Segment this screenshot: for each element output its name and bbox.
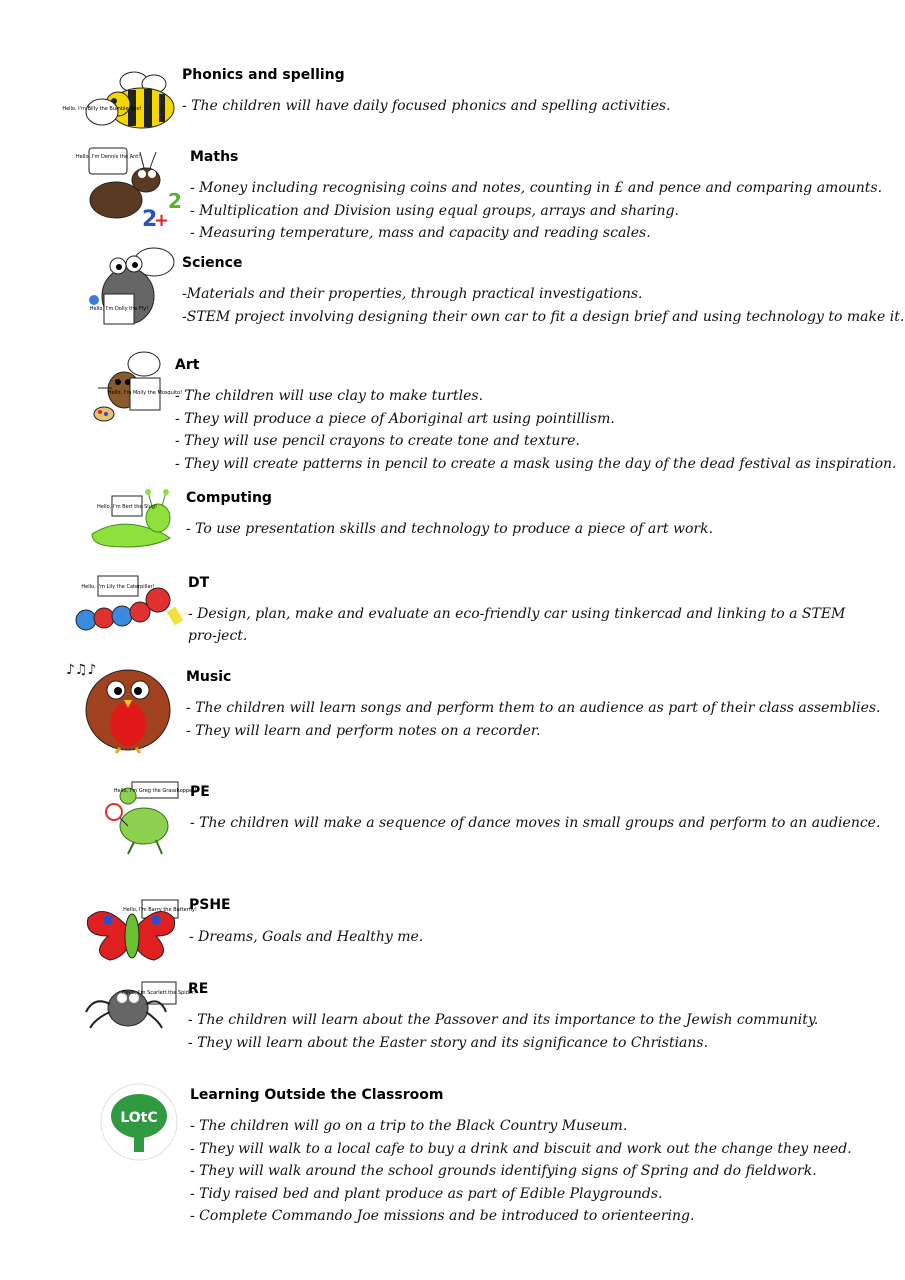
grasshopper-icon (104, 778, 197, 856)
section-title: RE (188, 981, 209, 997)
bullet-list (182, 95, 670, 118)
section-title: PSHE (189, 897, 231, 913)
list-item: - They will learn and perform notes on a recorder. (186, 722, 541, 739)
list-item: - To use presentation skills and technology to produce a piece of art work. (186, 521, 714, 537)
loc-tree-icon (99, 1082, 179, 1162)
section-title: Science (182, 255, 243, 271)
list-item: - The children will learn about the Passover and its importance to the Jewish community. (188, 1012, 819, 1028)
bee-icon (62, 68, 180, 138)
bullet-list (190, 177, 882, 245)
list-item: - They will walk around the school grounds identifying signs of Spring and do fieldwork. (190, 1163, 817, 1179)
robin-icon (66, 660, 178, 754)
list-item: - Multiplication and Division using equal groups, arrays and sharing. (190, 202, 679, 219)
list-item: - The children will learn songs and perform them to an audience as part of their class assemblies. (186, 700, 881, 716)
section-title: DT (188, 575, 210, 591)
slug-icon (88, 488, 180, 552)
list-item: - Money including recognising coins and notes, counting in £ and pence and comparing amounts. (190, 180, 883, 196)
section-title: Art (175, 357, 200, 373)
grasshopper-speech: Hello, I'm Greg the Grasshopper! (113, 788, 197, 794)
svg-text:+: + (154, 210, 170, 231)
bullet-list (182, 283, 904, 328)
svg-text:2: 2 (168, 189, 182, 213)
slug-speech: Hello, I'm Bert the Slug! (97, 504, 157, 510)
list-item: - They will learn about the Easter story and its significance to Christians. (188, 1034, 709, 1051)
bee-speech: Hello, I'm Billy the Bumble Bee! (62, 106, 142, 112)
list-item: - The children will have daily focused phonics and spelling activities. (182, 98, 671, 114)
bullet-list (186, 697, 881, 742)
list-item: -Materials and their properties, through practical investigations. (182, 286, 643, 302)
list-item: - Design, plan, make and evaluate an eco-friendly car using tinkercad and linking to a STEM pro-ject. (188, 606, 846, 644)
list-item: - The children will go on a trip to the Black Country Museum. (190, 1118, 628, 1134)
caterpillar-icon (74, 572, 186, 636)
ant-icon (75, 144, 186, 234)
mosquito-icon (88, 348, 183, 430)
bullet-list (186, 518, 713, 541)
bullet-list (188, 603, 848, 647)
fly-icon (84, 240, 176, 336)
list-item: -STEM project involving designing their own car to fit a design brief and using technology to make it. (182, 308, 905, 325)
ant-speech: Hello, I'm Dennis the Ant! (75, 154, 141, 160)
svg-text:♪♫♪: ♪♫♪ (66, 662, 97, 678)
list-item: - They will walk to a local cafe to buy a drink and biscuit and work out the change they need. (190, 1140, 852, 1157)
list-item: - Complete Commando Joe missions and be introduced to orienteering. (190, 1208, 695, 1224)
section-title: Learning Outside the Classroom (190, 1087, 444, 1103)
bullet-list (190, 1115, 852, 1228)
list-item: - The children will use clay to make turtles. (175, 388, 484, 404)
section-title: Phonics and spelling (182, 67, 345, 83)
fly-speech: Hello, I'm Dolly the Fly! (89, 306, 149, 312)
butterfly-icon (84, 896, 197, 966)
svg-text:2: 2 (142, 207, 158, 232)
caterpillar-speech: Hello, I'm Lily the Caterpillar! (81, 584, 155, 590)
loc-logo-text: LOtC (120, 1110, 158, 1126)
bullet-list (188, 1009, 818, 1054)
list-item: - They will produce a piece of Aboriginal art using pointillism. (175, 410, 615, 427)
bullet-list (189, 926, 423, 949)
list-item: - They will create patterns in pencil to create a mask using the day of the dead festival as inspiration. (175, 455, 897, 472)
butterfly-speech: Hello, I'm Barry the Butterfly! (123, 907, 197, 913)
list-item: - Measuring temperature, mass and capacity and reading scales. (190, 225, 651, 241)
list-item: - They will use pencil crayons to create tone and texture. (175, 433, 580, 449)
section-title: Maths (190, 149, 239, 165)
section-title: Computing (186, 490, 272, 506)
bullet-list (175, 385, 896, 475)
list-item: - Tidy raised bed and plant produce as part of Edible Playgrounds. (190, 1185, 663, 1202)
list-item: - Dreams, Goals and Healthy me. (189, 929, 424, 945)
spider-speech: Hello, I'm Scarlett the Spider! (121, 990, 197, 996)
bullet-list (190, 812, 880, 835)
section-title: Music (186, 669, 232, 685)
mosquito-speech: Hello, I'm Molly the Mosquito! (107, 390, 183, 396)
section-title: PE (190, 784, 210, 800)
spider-icon (84, 978, 197, 1034)
list-item: - The children will make a sequence of dance moves in small groups and perform to an audience. (190, 815, 881, 831)
